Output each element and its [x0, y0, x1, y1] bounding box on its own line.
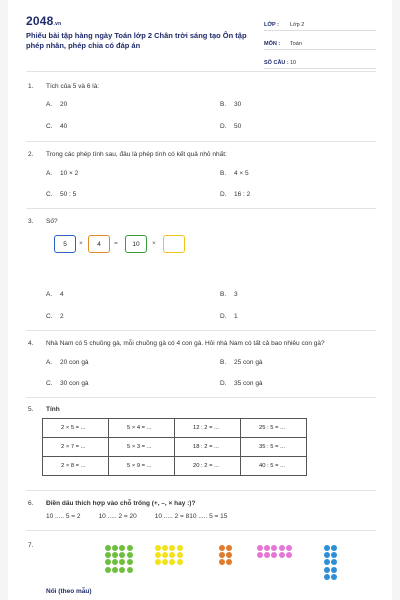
divider — [26, 330, 376, 331]
dot — [177, 545, 183, 551]
dot — [286, 552, 292, 558]
q3-option-a[interactable]: A. 4 — [46, 291, 64, 298]
dot — [127, 559, 133, 565]
dot — [264, 552, 270, 558]
number-box-blue: 5 — [54, 235, 76, 253]
q6-fill-line[interactable]: 10 ..... 5 = 2 10 ..... 2 = 20 10 ..... 2 = 810 ..... 5 = 15 — [46, 513, 228, 520]
dot — [271, 545, 277, 551]
dot — [119, 545, 125, 551]
dot — [105, 559, 111, 565]
question-3: 3. Số? — [28, 218, 58, 225]
question-2: 2. Trong các phép tính sau, đâu là phép tính có kết quả nhỏ nhất: — [28, 151, 227, 158]
dot — [162, 552, 168, 558]
divider — [26, 397, 376, 398]
dot — [162, 559, 168, 565]
table-cell[interactable]: 2 × 8 = ... — [43, 457, 109, 476]
question-6: 6. Điền dấu thích hợp vào chỗ trống (+, –, × hay :)? — [28, 500, 196, 507]
dot — [331, 552, 337, 558]
meta-info: LỚP : Lớp 2 MÔN : Toán SỐ CÂU : 10 — [264, 16, 376, 73]
dot — [105, 545, 111, 551]
table-cell[interactable]: 18 : 2 = ... — [175, 438, 241, 457]
table-cell[interactable]: 5 × 4 = ... — [109, 419, 175, 438]
dot — [155, 545, 161, 551]
table-cell[interactable]: 12 : 2 = ... — [175, 419, 241, 438]
dot — [219, 552, 225, 558]
divider — [26, 530, 376, 531]
dot — [331, 559, 337, 565]
divider — [26, 490, 376, 491]
q1-option-c[interactable]: C. 40 — [46, 123, 68, 130]
divider — [26, 141, 376, 142]
answer-box-yellow[interactable] — [163, 235, 185, 253]
multiply-sign: × — [79, 240, 83, 247]
equals-sign: = — [114, 240, 118, 247]
question-7: 7. — [28, 542, 34, 549]
dot — [119, 559, 125, 565]
dot — [105, 552, 111, 558]
dot — [127, 552, 133, 558]
question-4: 4. Nhà Nam có 5 chuồng gà, mỗi chuồng gà có 4 con gà. Hỏi nhà Nam có tất cả bao nhiêu con gà? — [28, 340, 325, 347]
q4-option-b[interactable]: B. 25 con gà — [220, 359, 263, 366]
q7-instruction: Nối (theo mẫu) — [46, 588, 92, 595]
calculation-table — [42, 418, 307, 476]
page-title: Phiếu bài tập hàng ngày Toán lớp 2 Chân trời sáng tạo Ôn tập phép nhân, phép chia có đáp án — [26, 31, 247, 50]
dot — [331, 567, 337, 573]
table-row — [43, 438, 307, 457]
question-5: 5. Tính — [28, 406, 60, 413]
dot — [162, 545, 168, 551]
dot — [155, 559, 161, 565]
logo: 2048.vn — [26, 14, 62, 28]
dot — [105, 567, 111, 573]
dot — [324, 559, 330, 565]
q4-option-d[interactable]: D. 35 con gà — [220, 380, 263, 387]
dot — [119, 552, 125, 558]
dot — [177, 559, 183, 565]
worksheet-page — [8, 0, 392, 600]
dot — [155, 552, 161, 558]
dot — [219, 545, 225, 551]
table-row — [43, 457, 307, 476]
multiply-sign: × — [152, 240, 156, 247]
dot — [112, 559, 118, 565]
dot — [112, 567, 118, 573]
dot — [324, 552, 330, 558]
dot — [279, 552, 285, 558]
q3-option-c[interactable]: C. 2 — [46, 313, 64, 320]
dot — [324, 574, 330, 580]
dot — [127, 567, 133, 573]
dot — [219, 559, 225, 565]
q1-option-d[interactable]: D. 50 — [220, 123, 242, 130]
table-cell[interactable]: 20 : 2 = ... — [175, 457, 241, 476]
dot — [324, 545, 330, 551]
dot — [226, 559, 232, 565]
dot — [169, 545, 175, 551]
q1-option-a[interactable]: A. 20 — [46, 101, 68, 108]
dot — [169, 559, 175, 565]
dot — [112, 552, 118, 558]
dot — [112, 545, 118, 551]
q2-option-c[interactable]: C. 50 : 5 — [46, 191, 77, 198]
q4-option-c[interactable]: C. 30 con gà — [46, 380, 89, 387]
table-cell[interactable]: 5 × 9 = ... — [109, 457, 175, 476]
dot — [169, 552, 175, 558]
dot — [177, 552, 183, 558]
q2-option-a[interactable]: A. 10 × 2 — [46, 170, 79, 177]
table-cell[interactable]: 25 : 5 = ... — [241, 419, 307, 438]
number-box-green: 10 — [125, 235, 147, 253]
table-cell[interactable]: 5 × 3 = ... — [109, 438, 175, 457]
q2-option-b[interactable]: B. 4 × 5 — [220, 170, 249, 177]
table-cell[interactable]: 2 × 7 = ... — [43, 438, 109, 457]
q3-option-d[interactable]: D. 1 — [220, 313, 238, 320]
question-1: 1. Tích của 5 và 6 là: — [28, 83, 100, 90]
table-cell[interactable]: 40 : 5 = ... — [241, 457, 307, 476]
q3-option-b[interactable]: B. 3 — [220, 291, 238, 298]
dot — [226, 552, 232, 558]
dot — [257, 545, 263, 551]
divider — [26, 208, 376, 209]
dot — [119, 567, 125, 573]
dot — [331, 574, 337, 580]
dot — [257, 552, 263, 558]
dot — [127, 545, 133, 551]
number-box-orange: 4 — [88, 235, 110, 253]
dot — [271, 552, 277, 558]
q1-option-b[interactable]: B. 30 — [220, 101, 242, 108]
table-row — [43, 419, 307, 438]
dot — [324, 567, 330, 573]
dot — [264, 545, 270, 551]
table-cell[interactable]: 35 : 5 = ... — [241, 438, 307, 457]
divider — [26, 71, 376, 72]
q2-option-d[interactable]: D. 16 : 2 — [220, 191, 251, 198]
dot — [331, 545, 337, 551]
dot — [226, 545, 232, 551]
dot — [286, 545, 292, 551]
q4-option-a[interactable]: A. 20 con gà — [46, 359, 89, 366]
dot — [279, 545, 285, 551]
table-cell[interactable]: 2 × 5 = ... — [43, 419, 109, 438]
